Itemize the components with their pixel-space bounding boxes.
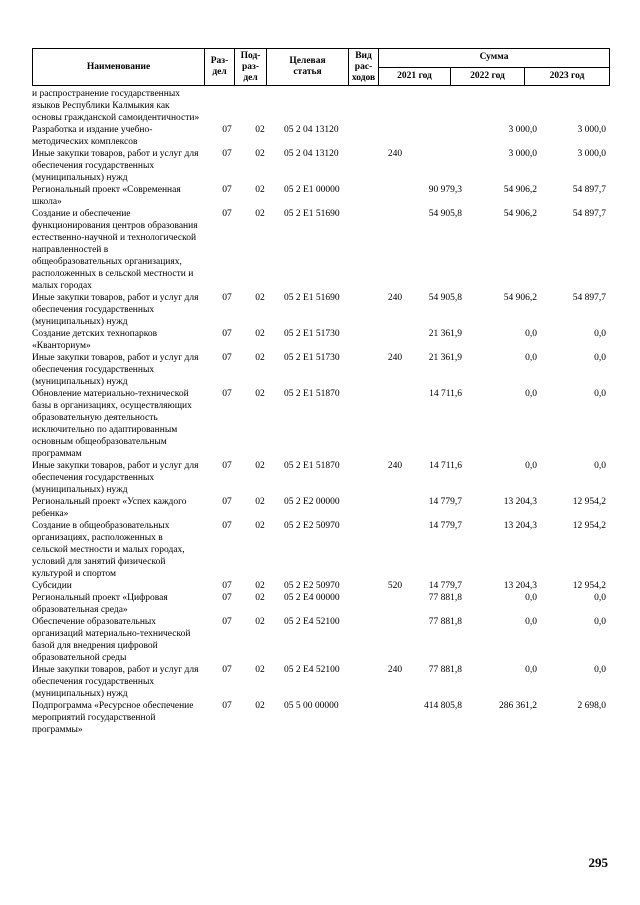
table-row [32,592,609,616]
row-sum-2021: 21 361,9 [428,329,462,339]
row-sum-2022: 0,0 [525,461,537,471]
table-body [32,88,609,736]
row-podrazdel: 02 [255,209,265,219]
header-2022: 2022 год [451,67,525,86]
row-sum-2023: 54 897,7 [572,209,606,219]
row-sum-2021: 14 779,7 [428,497,462,507]
row-name: Создание и обеспечение функционирования центров образования естественно-научной и технологической направленностей в общеобразовательных организациях, расположенных в сельской местности и малых городах [32,209,198,291]
table-row [32,520,609,580]
row-sum-2022: 13 204,3 [503,497,537,507]
row-sum-2021: 54 905,8 [428,293,462,303]
row-sum-2022: 0,0 [525,665,537,675]
row-target: 05 2 E1 51870 [284,389,340,399]
row-sum-2021: 14 779,7 [428,521,462,531]
row-sum-2022: 0,0 [525,593,537,603]
table-row [32,580,609,592]
row-podrazdel: 02 [255,497,265,507]
row-podrazdel: 02 [255,617,265,627]
row-sum-2023: 0,0 [594,389,606,399]
row-sum-2022: 3 000,0 [508,149,537,159]
row-name: Региональный проект «Цифровая образовательная среда» [32,593,168,615]
table-row [32,496,609,520]
row-sum-2021: 54 905,8 [428,209,462,219]
row-podrazdel: 02 [255,461,265,471]
row-target: 05 2 E1 51690 [284,209,340,219]
row-sum-2021: 77 881,8 [428,617,462,627]
row-sum-2023: 0,0 [594,593,606,603]
row-sum-2023: 0,0 [594,353,606,363]
row-razdel: 07 [222,461,232,471]
row-sum-2021: 77 881,8 [428,665,462,675]
row-vid: 240 [387,353,403,363]
row-vid: 240 [387,665,403,675]
row-name: Обновление материально-технической базы в организациях, осуществляющих образовательную деятельность исключительно по адаптированным основным общеобразовательным программам [32,389,192,459]
table-row [32,208,609,292]
row-sum-2022: 0,0 [525,617,537,627]
row-razdel: 07 [222,329,232,339]
row-target: 05 2 E4 00000 [284,593,340,603]
row-target: 05 2 04 13120 [284,149,339,159]
header-razdel: Раз- дел [205,49,235,86]
row-sum-2021: 414 805,8 [424,701,462,711]
row-target: 05 2 04 13120 [284,125,339,135]
row-razdel: 07 [222,185,232,195]
row-sum-2022: 54 906,2 [503,209,537,219]
row-razdel: 07 [222,209,232,219]
row-podrazdel: 02 [255,353,265,363]
row-sum-2022: 0,0 [525,329,537,339]
row-sum-2022: 0,0 [525,389,537,399]
row-sum-2022: 54 906,2 [503,185,537,195]
table-row [32,124,609,148]
row-podrazdel: 02 [255,581,265,591]
row-podrazdel: 02 [255,185,265,195]
header-target: Целевая статья [267,49,349,86]
table-row [32,148,609,184]
row-name: и распространение государственных языков Республики Калмыкия как основы гражданской самоидентичности» [32,89,200,123]
row-podrazdel: 02 [255,665,265,675]
row-target: 05 2 E4 52100 [284,665,340,675]
header-summa: Сумма [379,49,610,68]
row-target: 05 2 E1 00000 [284,185,340,195]
header-podrazdel: Под- раз- дел [235,49,267,86]
row-name: Иные закупки товаров, работ и услуг для обеспечения государственных (муниципальных) нужд [32,353,199,387]
row-name: Подпрограмма «Ресурсное обеспечение мероприятий государственной программы» [32,701,194,735]
row-sum-2023: 0,0 [594,461,606,471]
table-row [32,616,609,664]
table-row [32,664,609,700]
row-name: Иные закупки товаров, работ и услуг для обеспечения государственных (муниципальных) нужд [32,665,199,699]
row-name: Иные закупки товаров, работ и услуг для обеспечения государственных (муниципальных) нужд [32,461,199,495]
row-sum-2021: 77 881,8 [428,593,462,603]
row-vid: 240 [387,149,403,159]
row-sum-2022: 13 204,3 [503,521,537,531]
row-razdel: 07 [222,125,232,135]
row-target: 05 2 E2 50970 [284,581,340,591]
row-vid: 240 [387,293,403,303]
row-sum-2023: 0,0 [594,665,606,675]
row-sum-2021: 14 779,7 [428,581,462,591]
row-podrazdel: 02 [255,329,265,339]
row-sum-2023: 12 954,2 [572,521,606,531]
row-sum-2021: 21 361,9 [428,353,462,363]
row-razdel: 07 [222,593,232,603]
table-row [32,460,609,496]
row-podrazdel: 02 [255,293,265,303]
row-sum-2023: 54 897,7 [572,293,606,303]
row-target: 05 2 E1 51730 [284,329,340,339]
row-sum-2022: 3 000,0 [508,125,537,135]
row-razdel: 07 [222,353,232,363]
table-row [32,352,609,388]
row-sum-2022: 0,0 [525,353,537,363]
row-sum-2023: 3 000,0 [577,149,606,159]
row-podrazdel: 02 [255,389,265,399]
row-target: 05 5 00 00000 [284,701,339,711]
row-target: 05 2 E1 51870 [284,461,340,471]
header-name: Наименование [33,49,205,86]
row-name: Создание в общеобразовательных организациях, расположенных в сельской местности и малых городах, условий для занятий физической культурой и спортом [32,521,185,579]
row-sum-2023: 2 698,0 [577,701,606,711]
row-vid: 240 [387,461,403,471]
row-razdel: 07 [222,521,232,531]
row-name: Разработка и издание учебно-методических комплексов [32,125,153,147]
row-podrazdel: 02 [255,521,265,531]
row-name: Иные закупки товаров, работ и услуг для обеспечения государственных (муниципальных) нужд [32,293,199,327]
row-target: 05 2 E2 50970 [284,521,340,531]
row-name: Обеспечение образовательных организаций материально-технической базой для внедрения цифровой образовательной среды [32,617,191,663]
row-name: Субсидии [32,581,72,591]
row-razdel: 07 [222,389,232,399]
row-podrazdel: 02 [255,701,265,711]
row-razdel: 07 [222,581,232,591]
table-row [32,88,609,124]
row-razdel: 07 [222,665,232,675]
row-sum-2022: 13 204,3 [503,581,537,591]
row-sum-2022: 54 906,2 [503,293,537,303]
table-header [32,48,610,86]
table-row [32,700,609,736]
row-razdel: 07 [222,497,232,507]
row-sum-2021: 14 711,6 [429,389,462,399]
row-name: Региональный проект «Современная школа» [32,185,181,207]
row-razdel: 07 [222,701,232,711]
header-vid: Вид рас- ходов [349,49,379,86]
row-target: 05 2 E4 52100 [284,617,340,627]
header-2023: 2023 год [525,67,610,86]
row-razdel: 07 [222,293,232,303]
row-sum-2023: 3 000,0 [577,125,606,135]
row-name: Региональный проект «Успех каждого ребенка» [32,497,187,519]
page-number: 295 [588,855,608,870]
table-row [32,328,609,352]
row-podrazdel: 02 [255,125,265,135]
table-row [32,388,609,460]
row-name: Иные закупки товаров, работ и услуг для обеспечения государственных (муниципальных) нужд [32,149,199,183]
row-sum-2021: 14 711,6 [429,461,462,471]
row-sum-2023: 0,0 [594,617,606,627]
row-sum-2021: 90 979,3 [428,185,462,195]
row-vid: 520 [387,581,403,591]
table-row [32,292,609,328]
row-target: 05 2 E1 51690 [284,293,340,303]
table-row [32,184,609,208]
row-sum-2022: 286 361,2 [499,701,537,711]
row-sum-2023: 12 954,2 [572,497,606,507]
row-name: Создание детских технопарков «Кванториум» [32,329,158,351]
row-sum-2023: 0,0 [594,329,606,339]
row-razdel: 07 [222,617,232,627]
row-sum-2023: 54 897,7 [572,185,606,195]
row-podrazdel: 02 [255,149,265,159]
row-target: 05 2 E2 00000 [284,497,340,507]
header-2021: 2021 год [379,67,451,86]
row-sum-2023: 12 954,2 [572,581,606,591]
row-razdel: 07 [222,149,232,159]
row-target: 05 2 E1 51730 [284,353,340,363]
row-podrazdel: 02 [255,593,265,603]
